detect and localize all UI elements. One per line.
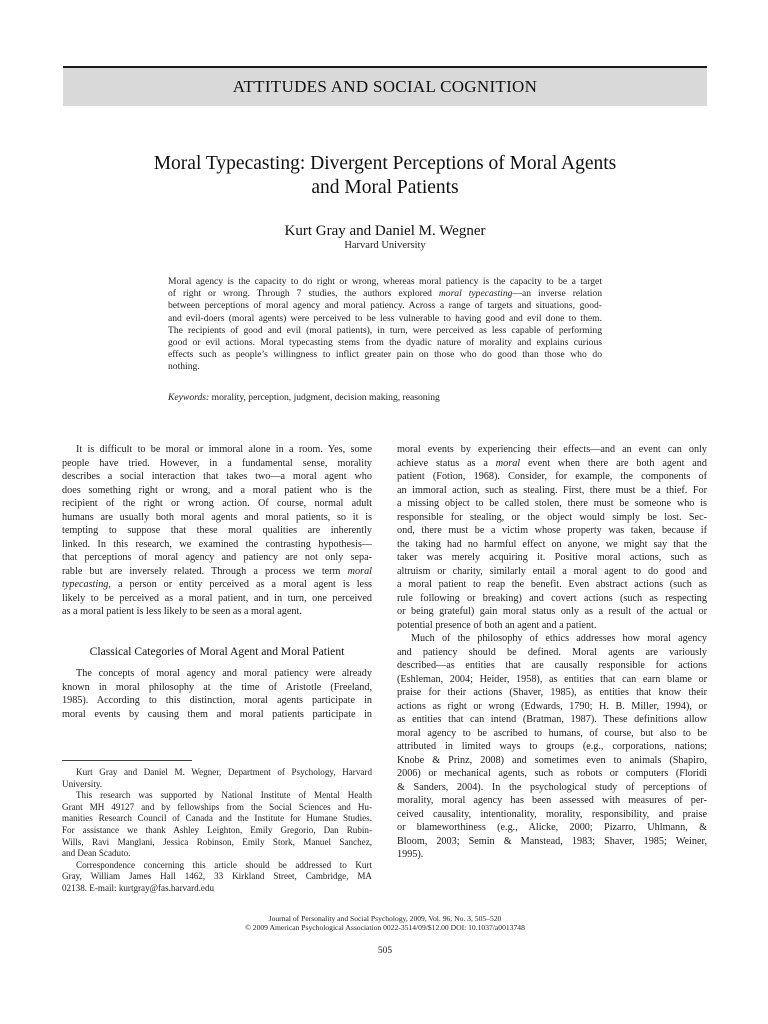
body-line: attributed in limited ways to groups (e.g., corporations, nations;: [397, 741, 707, 752]
body-line: tempting to suppose that these moral qualities are inherently: [62, 525, 372, 536]
body-line: describes a social interaction that takes two—a moral agent who: [62, 471, 372, 482]
body-text: achieve status as a: [397, 457, 496, 469]
article-title-line-1: Moral Typecasting: Divergent Perceptions of Moral Agents: [153, 153, 617, 174]
footnote-line: Kurt Gray and Daniel M. Wegner, Department of Psychology, Harvard: [76, 767, 372, 777]
footnote-line: manities Research Council of Canada and the Institute for Humane Studies.: [62, 813, 372, 824]
article-title-line-2: and Moral Patients: [311, 177, 459, 198]
body-line: responsible for stealing, or the object would simply be lost. Sec-: [397, 511, 707, 523]
body-line: people have tried. However, in a fundamental sense, morality: [62, 457, 372, 469]
body-line: rule following or breaking) and covert actions (such as respecting: [397, 592, 707, 604]
body-line: The concepts of moral agency and moral patiency were already: [76, 668, 372, 679]
body-line: a missing object to be called stolen, there must be someone who is: [397, 498, 707, 509]
body-emphasis: moral: [347, 565, 372, 577]
abstract-text: —an inverse relation: [512, 288, 602, 300]
body-line: 2006) or mechanical agents, such as robots or computers (Floridi: [397, 768, 707, 779]
body-line: & Sanders, 2004). In the psychological study of perceptions of: [397, 781, 707, 793]
body-text: , a person or entity perceived as a moral agent is less: [108, 579, 372, 590]
footnote-line: Gray, William James Hall 1462, 33 Kirkland Street, Cambridge, MA: [62, 871, 372, 882]
body-line: It is difficult to be moral or immoral alone in a room. Yes, some: [76, 444, 372, 455]
section-banner-text: ATTITUDES AND SOCIAL COGNITION: [232, 77, 538, 96]
body-line: as a moral patient is less likely to be seen as a moral agent.: [62, 606, 302, 617]
body-text: event when there are both agent and: [520, 457, 707, 469]
footnote-line: Correspondence concerning this article should be addressed to Kurt: [76, 859, 372, 870]
body-line: an immoral action, such as stealing. First, there must be a thief. For: [397, 484, 707, 496]
copyright-doi: © 2009 American Psychological Association 0022-3514/09/$12.00 DOI: 10.1037/a0013748: [245, 923, 525, 932]
body-line: described—as entities that are causally responsible for actions: [397, 660, 707, 671]
body-line: Much of the philosophy of ethics addresses how moral agency: [411, 633, 707, 644]
footnote-line: Grant MH 49127 and by fellowships from the Social Sciences and Hu-: [62, 801, 372, 812]
body-line: known in moral philosophy at the time of Aristotle (Freeland,: [62, 681, 372, 693]
abstract: [168, 276, 602, 374]
body-line: or blameworthiness (e.g., Alicke, 2000; Pizarro, Uhlmann, &: [397, 822, 707, 833]
footnote-divider: [62, 760, 192, 761]
abstract-line: nothing.: [168, 361, 200, 373]
keywords-label: Keywords:: [168, 392, 210, 403]
footnote-line: and Dean Scaduto.: [62, 848, 131, 859]
left-column-intro: [62, 443, 372, 619]
body-line: a moral patient to reap the benefit. Even abstract actions (such as: [397, 579, 707, 590]
body-line: [62, 578, 372, 592]
abstract-line: between perceptions of moral agency and moral patiency. Across a range of targets and situations, good-: [168, 300, 602, 312]
footnote-line: For assistance we thank Ashley Leighton, Emily Gregorio, Dan Rubin-: [62, 824, 372, 835]
footnote-line: 02138. E-mail: kurtgray@fas.harvard.edu: [62, 882, 215, 893]
footnote-line: This research was supported by National Institute of Mental Health: [76, 790, 372, 801]
body-line: [62, 565, 372, 579]
journal-citation: Journal of Personality and Social Psychology, 2009, Vol. 96, No. 3, 505–520: [268, 914, 502, 923]
left-column-section-body: [62, 667, 372, 721]
abstract-text: of right or wrong. Through 7 studies, the authors explored: [168, 288, 439, 300]
body-line: the taking had no harmful effect on anyone, we might say that the: [397, 538, 707, 550]
abstract-line: and evil-doers (moral agents) were perceived to be less vulnerable to having good and evil done to them.: [168, 312, 602, 324]
abstract-line: Moral agency is the capacity to do right or wrong, whereas moral patiency is the capacity to be a target: [168, 276, 602, 287]
keywords-text: morality, perception, judgment, decision making, reasoning: [209, 392, 440, 403]
body-line: morality, moral agency has been assessed with measures of per-: [397, 795, 707, 806]
body-line: Knobe & Prinz, 2008) and sometimes even to animals (Shapiro,: [397, 754, 707, 766]
footnote-line: Wills, Ravi Manglani, Jessica Robinson, Emily Stork, Manuel Sanchez,: [62, 836, 372, 847]
body-line: Bloom, 2003; Semin & Manstead, 1983; Shaver, 1985; Weiner,: [397, 835, 707, 847]
body-line: altruism or charity, similarly entail a moral agent to do good and: [397, 565, 707, 577]
body-line: linked. In this research, we examined the contrasting hypothesis—: [62, 538, 372, 550]
footnote-line: University.: [62, 778, 103, 789]
body-line: 1995).: [397, 849, 424, 860]
body-line: praise for their actions (Shaver, 1985), as entities that know their: [397, 687, 707, 698]
body-line: humans are usually both moral agents and moral patients, so it is: [62, 511, 372, 523]
footnotes: [62, 767, 372, 895]
section-heading: Classical Categories of Moral Agent and Moral Patient: [89, 645, 345, 658]
abstract-emphasis: moral typecasting: [438, 288, 513, 300]
body-emphasis: moral: [495, 457, 521, 469]
body-line: likely to be perceived as a moral patient, and in turn, one perceived: [62, 592, 372, 604]
page-number: 505: [377, 946, 393, 956]
body-line: [397, 457, 707, 471]
body-line: (Eshleman, 2004; Heider, 1958), as entities that can earn blame or: [397, 673, 707, 685]
body-line: moral events by causing them and moral patients participate in: [62, 708, 372, 720]
body-emphasis: typecasting: [62, 579, 109, 590]
body-text: rable but are inversely related. Through a process we term: [62, 565, 348, 577]
abstract-line: good or evil actions. Moral typecasting stems from the dyadic nature of morality and explains curious: [168, 337, 602, 349]
body-line: ceived causality, intentionality, morality, responsibility, and praise: [397, 808, 707, 820]
abstract-line: The recipients of good and evil (moral patients), in turn, were perceived as less capable of performing: [168, 324, 602, 336]
body-line: taker was merely acquiring it. Positive moral actions, such as: [397, 552, 707, 563]
body-line: recipient of the right or wrong action. Of course, normal adult: [62, 498, 372, 509]
abstract-line: [168, 288, 602, 300]
author-affiliation: Harvard University: [344, 240, 426, 251]
body-line: moral events by experiencing their effects—and an event can only: [397, 444, 707, 455]
body-line: 1985). According to this distinction, moral agents participate in: [62, 695, 372, 706]
body-line: patient (Fotion, 1968). Consider, for example, the components of: [397, 471, 707, 482]
body-line: or being grateful) gain moral status only as a result of the actual or: [397, 606, 707, 617]
body-line: moral agency to be ascribed to humans, of course, but also to be: [397, 727, 707, 739]
body-line: actions as right or wrong (Edwards, 1790; H. B. Miller, 1994), or: [397, 700, 707, 712]
body-line: does something right or wrong, and a moral patient who is the: [62, 484, 372, 496]
keywords: [168, 392, 602, 404]
abstract-line: effects such as people’s willingness to inflict greater pain on those who do good than those who do: [168, 349, 602, 361]
journal-footer: [63, 914, 707, 932]
section-banner: [63, 66, 707, 106]
article-title: [63, 152, 707, 200]
right-column: [397, 443, 707, 862]
body-line: and patiency should be defined. Moral agents are variously: [397, 646, 707, 658]
body-line: that perceptions of moral agency and patiency are not only sepa-: [62, 552, 372, 563]
author-names: Kurt Gray and Daniel M. Wegner: [284, 223, 486, 239]
body-line: potential presence of both an agent and a patient.: [397, 619, 597, 631]
body-line: ond, there must be a victim whose property was taken, because if: [397, 525, 707, 536]
body-line: as entities that can intend (Bratman, 1987). These definitions allow: [397, 714, 707, 725]
